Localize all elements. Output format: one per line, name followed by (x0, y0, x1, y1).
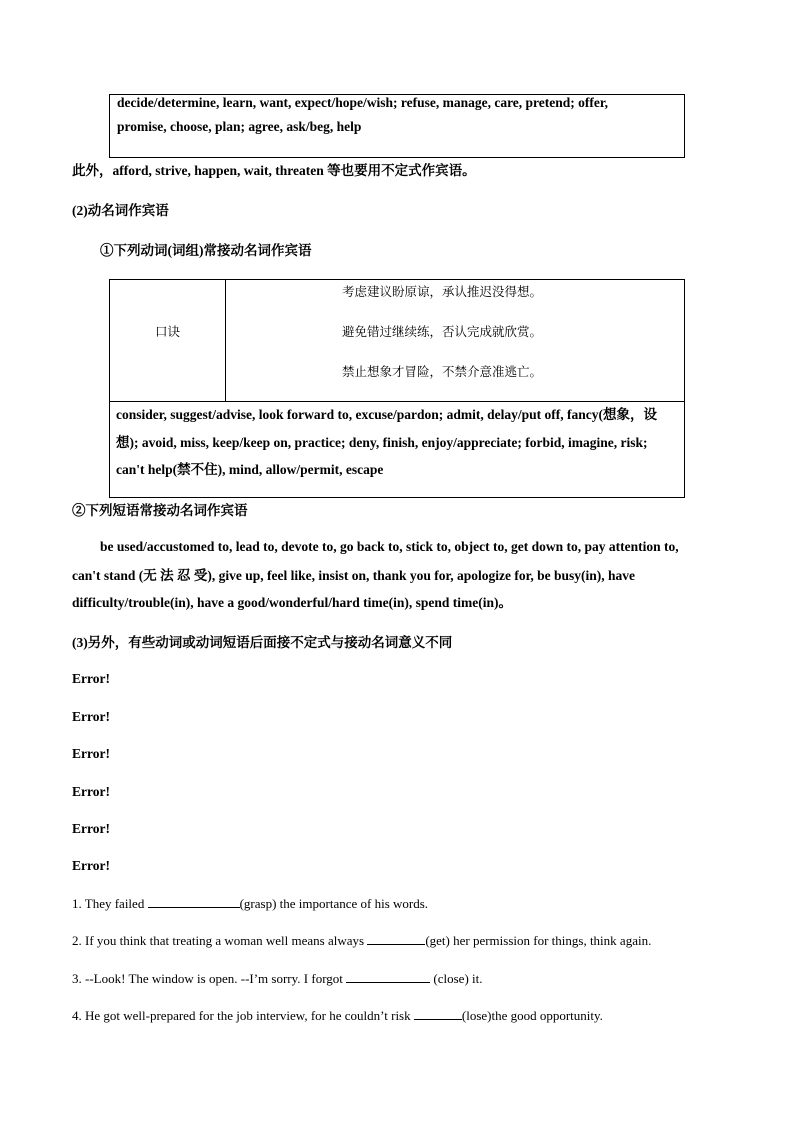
question-1-hint: (grasp) the importance of his words. (239, 896, 429, 911)
answer-blank-1[interactable] (148, 896, 240, 908)
question-1 (72, 896, 428, 912)
phrases-line-2: can't stand (无 法 忍 受), give up, feel like, insist on, thank you for, apologize for, be busy(in), have (72, 568, 636, 583)
mnemonic-line-1: 考虑建议盼原谅，承认推迟没得想。 (342, 285, 543, 299)
question-2 (72, 933, 651, 949)
section-3-title: (3)另外，有些动词或动词短语后面接不定式与接动名词意义不同 (72, 635, 453, 650)
answer-blank-4[interactable] (414, 1008, 462, 1020)
question-3-text: 3. --Look! The window is open. --I’m sorry. I forgot (72, 971, 347, 986)
table-row-divider (110, 401, 684, 402)
question-2-text: 2. If you think that treating a woman well means always (72, 933, 368, 948)
question-4-hint: (lose)the good opportunity. (461, 1008, 603, 1023)
verb-list-line-2: promise, choose, plan; agree, ask/beg, help (117, 119, 362, 134)
subsection-1-title: ①下列动词(词组)常接动名词作宾语 (100, 243, 312, 258)
question-4-text: 4. He got well-prepared for the job interview, for he couldn’t risk (72, 1008, 414, 1023)
phrases-line-3: difficulty/trouble(in), have a good/wonderful/hard time(in), spend time(in)。 (72, 595, 513, 610)
answer-blank-3[interactable] (346, 971, 430, 983)
question-4 (72, 1008, 603, 1024)
question-1-text: 1. They failed (72, 896, 148, 911)
verb-list-box (109, 94, 685, 158)
section-2-title: (2)动名词作宾语 (72, 203, 169, 218)
gerund-verbs-line-2: 想); avoid, miss, keep/keep on, practice; deny, finish, enjoy/appreciate; forbid, imagine, risk; (116, 435, 648, 450)
error-placeholder: Error! (72, 821, 110, 836)
subsection-2-title: ②下列短语常接动名词作宾语 (72, 503, 248, 518)
question-3-hint: (close) it. (430, 971, 483, 986)
question-2-hint: (get) her permission for things, think again. (425, 933, 652, 948)
table-col-divider (225, 280, 226, 401)
mnemonic-line-3: 禁止想象才冒险，不禁介意准逃亡。 (342, 365, 543, 379)
besides-line: 此外，afford, strive, happen, wait, threaten 等也要用不定式作宾语。 (72, 163, 476, 178)
gerund-verbs-line-1: consider, suggest/advise, look forward to, excuse/pardon; admit, delay/put off, fancy(想象，设 (116, 407, 658, 422)
gerund-verbs-line-3: can't help(禁不住), mind, allow/permit, escape (116, 462, 384, 477)
error-placeholder: Error! (72, 709, 110, 724)
question-3 (72, 971, 483, 987)
verb-list-line-1: decide/determine, learn, want, expect/hope/wish; refuse, manage, care, pretend; offer, (117, 95, 609, 110)
error-placeholder: Error! (72, 784, 110, 799)
error-placeholder: Error! (72, 858, 110, 873)
answer-blank-2[interactable] (367, 933, 425, 945)
phrases-line-1: be used/accustomed to, lead to, devote to, go back to, stick to, object to, get down to, pay attention to, (100, 539, 679, 554)
mnemonic-label: 口诀 (154, 325, 180, 339)
mnemonic-line-2: 避免错过继续练，否认完成就欣赏。 (342, 325, 543, 339)
gerund-verb-table (109, 279, 685, 498)
error-placeholder: Error! (72, 671, 110, 686)
error-placeholder: Error! (72, 746, 110, 761)
